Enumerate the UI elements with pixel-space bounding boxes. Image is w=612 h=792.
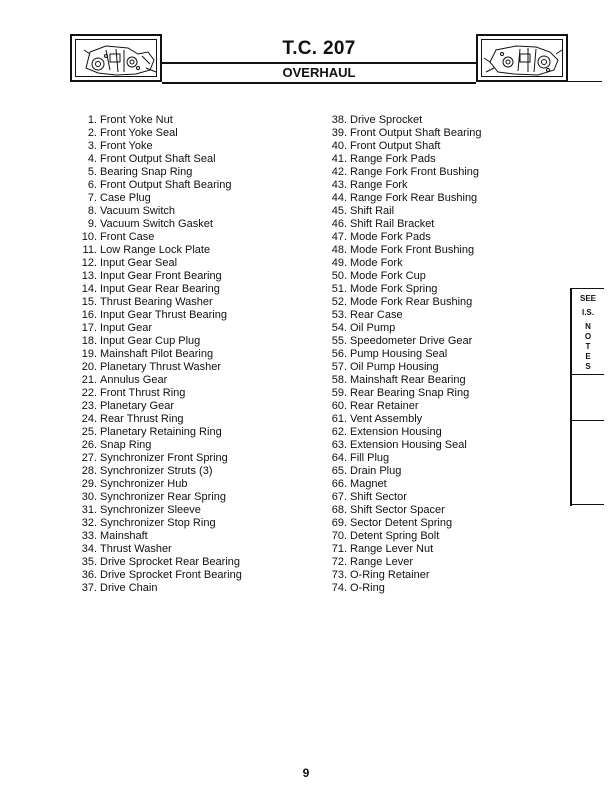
part-item — [318, 218, 568, 231]
part-number: 33. — [81, 530, 97, 542]
part-name: Thrust Bearing Washer — [100, 296, 213, 308]
part-number: 31. — [81, 504, 97, 516]
part-name: Shift Rail — [350, 205, 395, 217]
part-number: 4. — [87, 153, 97, 165]
part-number: 55. — [331, 335, 347, 347]
part-item — [318, 582, 568, 595]
part-number: 66. — [331, 478, 347, 490]
part-name: Rear Case — [350, 309, 403, 321]
part-name: Mode Fork Cup — [350, 270, 426, 282]
part-name: Synchronizer Hub — [100, 478, 188, 490]
part-number: 29. — [81, 478, 97, 490]
part-item — [318, 361, 568, 374]
part-number: 50. — [331, 270, 347, 282]
part-item — [70, 556, 310, 569]
transfer-case-image-right — [476, 34, 568, 82]
part-item — [70, 205, 310, 218]
part-item — [318, 491, 568, 504]
part-item — [70, 192, 310, 205]
part-name: Synchronizer Rear Spring — [100, 491, 226, 503]
part-item — [70, 426, 310, 439]
part-item — [70, 582, 310, 595]
part-item — [318, 140, 568, 153]
part-number: 58. — [331, 374, 347, 386]
part-number: 47. — [331, 231, 347, 243]
part-number: 69. — [331, 517, 347, 529]
page-header — [70, 34, 600, 84]
part-item — [318, 322, 568, 335]
part-name: Input Gear — [100, 322, 152, 334]
part-number: 32. — [81, 517, 97, 529]
part-name: Shift Sector Spacer — [350, 504, 445, 516]
part-item — [70, 504, 310, 517]
part-number: 30. — [81, 491, 97, 503]
part-number: 6. — [87, 179, 97, 191]
part-number: 16. — [81, 309, 97, 321]
part-item — [318, 283, 568, 296]
part-number: 45. — [331, 205, 347, 217]
part-number: 22. — [81, 387, 97, 399]
part-number: 53. — [331, 309, 347, 321]
part-number: 52. — [331, 296, 347, 308]
part-item — [70, 153, 310, 166]
part-item — [318, 205, 568, 218]
part-name: Magnet — [350, 478, 387, 490]
part-name: Front Thrust Ring — [100, 387, 186, 399]
part-number: 23. — [81, 400, 97, 412]
parts-list-left — [70, 114, 310, 595]
part-name: Annulus Gear — [100, 374, 168, 386]
part-number: 5. — [87, 166, 97, 178]
sidebar-divider — [572, 504, 604, 505]
part-name: Range Fork Pads — [350, 153, 436, 165]
part-number: 11. — [82, 244, 97, 256]
transfer-case-illustration-right — [482, 40, 566, 80]
part-name: Synchronizer Struts (3) — [100, 465, 213, 477]
part-name: Vacuum Switch Gasket — [100, 218, 213, 230]
part-item — [318, 257, 568, 270]
part-number: 25. — [81, 426, 97, 438]
part-number: 49. — [331, 257, 347, 269]
part-name: Mode Fork Front Bushing — [350, 244, 475, 256]
part-number: 62. — [331, 426, 347, 438]
part-item — [318, 192, 568, 205]
part-item — [70, 478, 310, 491]
part-name: Bearing Snap Ring — [100, 166, 193, 178]
part-item — [70, 270, 310, 283]
part-number: 36. — [81, 569, 97, 581]
part-number: 12. — [81, 257, 97, 269]
part-item — [318, 556, 568, 569]
part-number: 3. — [87, 140, 97, 152]
part-item — [318, 465, 568, 478]
part-name: Range Lever Nut — [350, 543, 434, 555]
part-name: Front Output Shaft — [350, 140, 441, 152]
part-item — [318, 153, 568, 166]
parts-list-right — [318, 114, 568, 595]
part-number: 70. — [331, 530, 347, 542]
part-name: Range Fork — [350, 179, 408, 191]
sidebar-divider — [572, 420, 604, 421]
part-name: Planetary Thrust Washer — [100, 361, 222, 373]
part-number: 20. — [81, 361, 97, 373]
part-number: 46. — [331, 218, 347, 230]
part-item — [70, 452, 310, 465]
part-number: 39. — [331, 127, 347, 139]
part-item — [70, 413, 310, 426]
part-item — [318, 114, 568, 127]
part-name: Oil Pump Housing — [350, 361, 439, 373]
part-item — [318, 335, 568, 348]
part-item — [318, 231, 568, 244]
notes-letter: T — [585, 342, 591, 351]
part-item — [70, 569, 310, 582]
part-name: Input Gear Thrust Bearing — [100, 309, 227, 321]
part-item — [318, 166, 568, 179]
part-item — [318, 309, 568, 322]
part-item — [70, 257, 310, 270]
part-name: Rear Thrust Ring — [100, 413, 184, 425]
part-name: Speedometer Drive Gear — [350, 335, 473, 347]
part-number: 37. — [81, 582, 97, 594]
page-title: T.C. 207 — [282, 38, 356, 59]
part-item — [70, 400, 310, 413]
notes-letter: E — [585, 352, 591, 361]
part-name: Vacuum Switch — [100, 205, 175, 217]
part-name: Synchronizer Stop Ring — [100, 517, 216, 529]
part-item — [318, 452, 568, 465]
part-name: Drive Chain — [100, 582, 158, 594]
part-name: Planetary Gear — [100, 400, 174, 412]
part-name: Rear Bearing Snap Ring — [350, 387, 470, 399]
part-item — [318, 244, 568, 257]
part-item — [70, 127, 310, 140]
part-number: 64. — [331, 452, 347, 464]
part-number: 40. — [331, 140, 347, 152]
part-name: Synchronizer Sleeve — [100, 504, 201, 516]
part-item — [70, 530, 310, 543]
part-number: 59. — [331, 387, 347, 399]
part-name: Rear Retainer — [350, 400, 419, 412]
part-number: 65. — [331, 465, 347, 477]
notes-letter: N — [585, 322, 591, 331]
part-item — [318, 374, 568, 387]
part-item — [70, 465, 310, 478]
part-number: 2. — [87, 127, 97, 139]
part-item — [318, 127, 568, 140]
is-label: I.S. — [581, 308, 594, 317]
part-item — [70, 140, 310, 153]
part-number: 56. — [331, 348, 347, 360]
part-number: 67. — [331, 491, 347, 503]
part-number: 42. — [331, 166, 347, 178]
part-name: Synchronizer Front Spring — [100, 452, 228, 464]
part-name: Drive Sprocket Front Bearing — [100, 569, 242, 581]
part-name: Shift Sector — [350, 491, 407, 503]
part-number: 1. — [87, 114, 97, 126]
part-item — [318, 296, 568, 309]
transfer-case-illustration-left — [76, 40, 160, 80]
part-name: Input Gear Seal — [100, 257, 178, 269]
part-number: 74. — [331, 582, 347, 594]
part-item — [318, 400, 568, 413]
part-name: Input Gear Rear Bearing — [100, 283, 220, 295]
part-number: 10. — [81, 231, 97, 243]
part-name: Front Case — [100, 231, 155, 243]
see-is-notes-label — [572, 294, 604, 372]
part-number: 17. — [81, 322, 97, 334]
part-name: Sector Detent Spring — [350, 517, 453, 529]
part-number: 60. — [331, 400, 347, 412]
part-name: O-Ring Retainer — [350, 569, 430, 581]
part-item — [70, 218, 310, 231]
part-number: 61. — [331, 413, 347, 425]
part-item — [318, 179, 568, 192]
part-item — [318, 348, 568, 361]
sidebar-divider — [572, 288, 604, 289]
part-item — [318, 270, 568, 283]
part-name: Input Gear Front Bearing — [100, 270, 222, 282]
part-number: 8. — [87, 205, 97, 217]
part-item — [70, 114, 310, 127]
part-name: Drain Plug — [350, 465, 402, 477]
part-name: Low Range Lock Plate — [100, 244, 211, 256]
part-name: Front Output Shaft Bearing — [350, 127, 482, 139]
part-number: 44. — [331, 192, 347, 204]
part-item — [318, 426, 568, 439]
part-item — [318, 543, 568, 556]
page-subtitle: OVERHAUL — [282, 65, 356, 80]
part-name: Shift Rail Bracket — [350, 218, 435, 230]
part-name: Thrust Washer — [100, 543, 172, 555]
part-number: 63. — [331, 439, 347, 451]
part-item — [70, 179, 310, 192]
notes-letter: S — [585, 362, 591, 371]
part-number: 72. — [331, 556, 347, 568]
see-is-notes-sidebar — [570, 288, 606, 506]
part-number: 57. — [331, 361, 347, 373]
part-item — [318, 569, 568, 582]
part-item — [318, 387, 568, 400]
part-item — [70, 491, 310, 504]
part-number: 71. — [331, 543, 347, 555]
part-name: O-Ring — [350, 582, 385, 594]
notes-letter: O — [584, 332, 592, 341]
part-item — [70, 283, 310, 296]
part-name: Front Yoke Seal — [100, 127, 178, 139]
part-name: Front Output Shaft Seal — [100, 153, 216, 165]
header-rule — [568, 81, 602, 82]
part-name: Pump Housing Seal — [350, 348, 448, 360]
part-number: 68. — [331, 504, 347, 516]
part-name: Extension Housing Seal — [350, 439, 467, 451]
part-number: 13. — [81, 270, 97, 282]
part-number: 26. — [81, 439, 97, 451]
part-number: 41. — [331, 153, 347, 165]
part-name: Extension Housing — [350, 426, 442, 438]
part-name: Snap Ring — [100, 439, 152, 451]
part-name: Range Lever — [350, 556, 413, 568]
part-name: Mode Fork Spring — [350, 283, 438, 295]
part-number: 73. — [331, 569, 347, 581]
part-name: Input Gear Cup Plug — [100, 335, 201, 347]
part-number: 43. — [331, 179, 347, 191]
part-item — [318, 478, 568, 491]
part-name: Mode Fork Rear Bushing — [350, 296, 473, 308]
part-name: Mode Fork Pads — [350, 231, 431, 243]
part-item — [318, 504, 568, 517]
part-number: 14. — [81, 283, 97, 295]
part-item — [70, 348, 310, 361]
title-area — [162, 34, 476, 82]
part-number: 7. — [87, 192, 97, 204]
part-number: 24. — [81, 413, 97, 425]
part-name: Fill Plug — [350, 452, 390, 464]
see-label: SEE — [579, 294, 596, 303]
part-item — [70, 543, 310, 556]
part-name: Front Yoke — [100, 140, 153, 152]
part-number: 27. — [81, 452, 97, 464]
part-name: Detent Spring Bolt — [350, 530, 440, 542]
part-number: 18. — [81, 335, 97, 347]
part-number: 51. — [331, 283, 347, 295]
part-name: Range Fork Rear Bushing — [350, 192, 478, 204]
part-number: 48. — [331, 244, 347, 256]
part-item — [318, 517, 568, 530]
part-name: Case Plug — [100, 192, 151, 204]
part-item — [318, 530, 568, 543]
part-item — [70, 387, 310, 400]
part-name: Mode Fork — [350, 257, 403, 269]
part-number: 21. — [81, 374, 97, 386]
part-item — [318, 439, 568, 452]
part-item — [70, 361, 310, 374]
part-number: 38. — [331, 114, 347, 126]
part-item — [70, 231, 310, 244]
part-item — [70, 335, 310, 348]
part-name: Range Fork Front Bushing — [350, 166, 480, 178]
part-number: 28. — [81, 465, 97, 477]
part-name: Mainshaft — [100, 530, 148, 542]
part-number: 9. — [87, 218, 97, 230]
part-item — [70, 296, 310, 309]
part-item — [70, 439, 310, 452]
part-item — [70, 166, 310, 179]
part-item — [70, 244, 310, 257]
part-item — [318, 413, 568, 426]
sidebar-divider — [572, 374, 604, 375]
part-number: 54. — [331, 322, 347, 334]
part-number: 35. — [81, 556, 97, 568]
transfer-case-image-left — [70, 34, 162, 82]
part-name: Vent Assembly — [350, 413, 423, 425]
part-item — [70, 322, 310, 335]
part-number: 19. — [81, 348, 97, 360]
part-number: 34. — [81, 543, 97, 555]
part-name: Mainshaft Rear Bearing — [350, 374, 466, 386]
part-name: Front Yoke Nut — [100, 114, 173, 126]
part-item — [70, 374, 310, 387]
part-name: Front Output Shaft Bearing — [100, 179, 232, 191]
part-name: Drive Sprocket Rear Bearing — [100, 556, 241, 568]
part-name: Oil Pump — [350, 322, 396, 334]
page-number: 9 — [302, 766, 310, 780]
part-number: 15. — [81, 296, 97, 308]
part-name: Planetary Retaining Ring — [100, 426, 222, 438]
part-name: Mainshaft Pilot Bearing — [100, 348, 214, 360]
part-name: Drive Sprocket — [350, 114, 423, 126]
subtitle-bar — [162, 62, 476, 84]
part-item — [70, 309, 310, 322]
part-item — [70, 517, 310, 530]
